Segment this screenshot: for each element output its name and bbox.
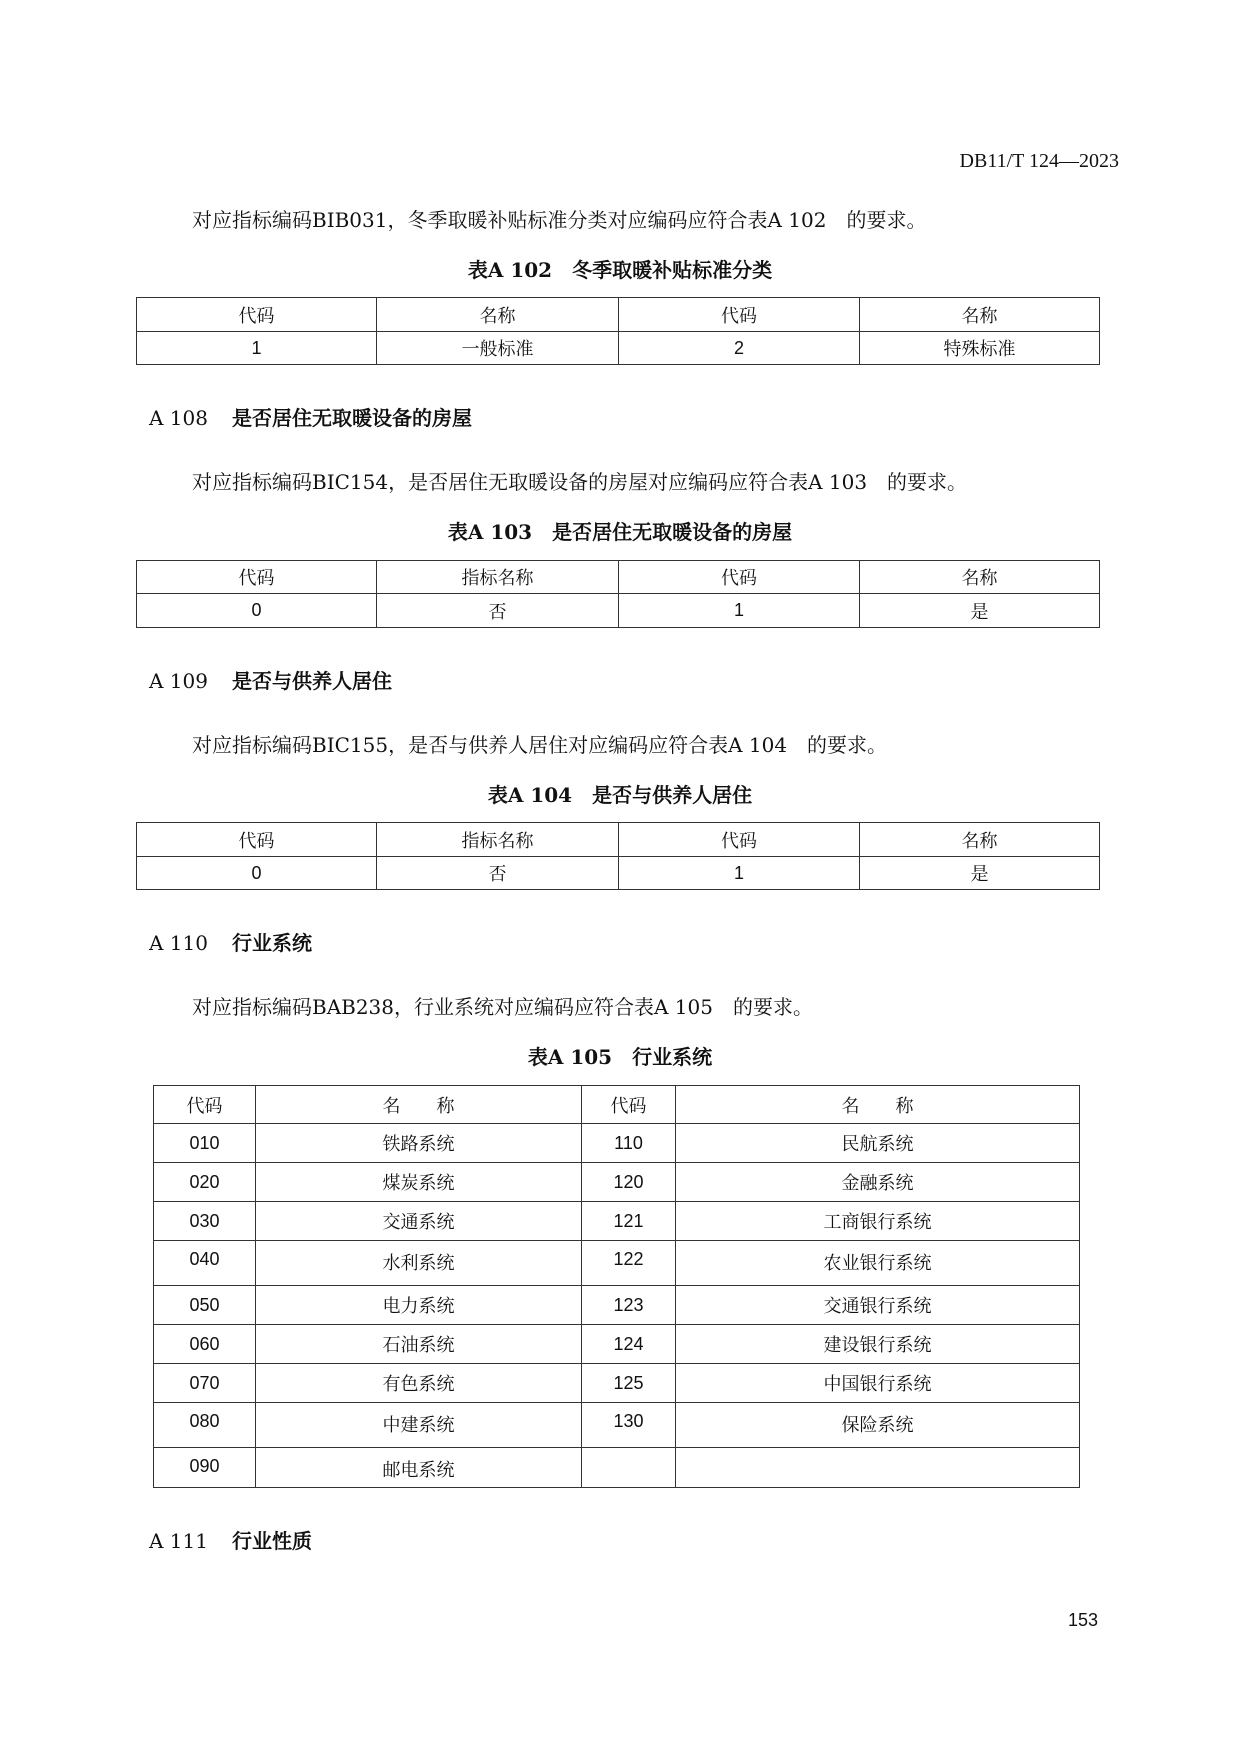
cell: 040: [154, 1241, 256, 1286]
table-a102: [136, 297, 1100, 365]
cell: 交通系统: [256, 1202, 582, 1241]
table-caption: 表A 104 是否与供养人居住: [487, 783, 753, 807]
table-header-row: [154, 1086, 1080, 1124]
cell: 020: [154, 1163, 256, 1202]
table-row: [154, 1163, 1080, 1202]
section-title: 行业性质: [231, 1529, 312, 1553]
cell: 110: [582, 1124, 676, 1163]
table-caption: 表A 102 冬季取暖补贴标准分类: [467, 258, 773, 282]
cell: 080: [154, 1403, 256, 1448]
cell: 090: [154, 1448, 256, 1488]
header-cell: 指标名称: [377, 561, 619, 594]
table-row: [154, 1202, 1080, 1241]
table-caption: 表A 103 是否居住无取暖设备的房屋: [447, 520, 793, 544]
header-cell: 代码: [582, 1086, 676, 1124]
cell: 中建系统: [256, 1403, 582, 1448]
cell: [582, 1448, 676, 1488]
header-cell: 指标名称: [377, 823, 619, 857]
cell: 铁路系统: [256, 1124, 582, 1163]
cell: 农业银行系统: [676, 1241, 1080, 1286]
cell: 是: [860, 594, 1100, 628]
cell: 民航系统: [676, 1124, 1080, 1163]
cell: 1: [137, 332, 377, 365]
cell: 工商银行系统: [676, 1202, 1080, 1241]
cell: 建设银行系统: [676, 1325, 1080, 1364]
section-title: 是否居住无取暖设备的房屋: [231, 406, 472, 430]
table-a104: [136, 822, 1100, 890]
cell: 1: [619, 857, 860, 890]
section-title: 行业系统: [231, 931, 312, 955]
header-cell: 名称: [860, 823, 1100, 857]
cell: 电力系统: [256, 1286, 582, 1325]
cell: [676, 1448, 1080, 1488]
cell: 2: [619, 332, 860, 365]
header-cell: 名称: [377, 298, 619, 332]
cell: 120: [582, 1163, 676, 1202]
cell: 金融系统: [676, 1163, 1080, 1202]
table-row: [154, 1325, 1080, 1364]
table-row: [154, 1241, 1080, 1286]
cell: 一般标准: [377, 332, 619, 365]
table-row: [137, 594, 1100, 628]
table-row: [137, 857, 1100, 890]
paragraph: 对应指标编码BIC155，是否与供养人居住对应编码应符合表A 104 的要求。: [192, 733, 888, 757]
header-cell: 代码: [619, 561, 860, 594]
cell: 否: [377, 857, 619, 890]
paragraph: 对应指标编码BIC154，是否居住无取暖设备的房屋对应编码应符合表A 103 的要求。: [192, 470, 968, 494]
cell: 122: [582, 1241, 676, 1286]
cell: 030: [154, 1202, 256, 1241]
section-number: A 111: [149, 1529, 208, 1553]
cell: 0: [137, 857, 377, 890]
paragraph: 对应指标编码BAB238，行业系统对应编码应符合表A 105 的要求。: [192, 995, 813, 1019]
cell: 煤炭系统: [256, 1163, 582, 1202]
header-cell: 代码: [137, 823, 377, 857]
cell: 石油系统: [256, 1325, 582, 1364]
table-header-row: [137, 561, 1100, 594]
cell: 水利系统: [256, 1241, 582, 1286]
header-cell: 代码: [619, 823, 860, 857]
section-number: A 108: [149, 406, 208, 430]
table-row: [154, 1124, 1080, 1163]
header-cell: 代码: [619, 298, 860, 332]
section-heading: [149, 927, 312, 956]
table-row: [154, 1403, 1080, 1448]
cell: 050: [154, 1286, 256, 1325]
header-cell: 代码: [137, 561, 377, 594]
table-a105: [153, 1085, 1080, 1488]
cell: 中国银行系统: [676, 1364, 1080, 1403]
cell: 123: [582, 1286, 676, 1325]
header-cell: 名称: [860, 298, 1100, 332]
table-row: [137, 332, 1100, 365]
cell: 0: [137, 594, 377, 628]
cell: 121: [582, 1202, 676, 1241]
cell: 交通银行系统: [676, 1286, 1080, 1325]
document-code: DB11/T 124—2023: [959, 150, 1119, 172]
table-caption: 表A 105 行业系统: [527, 1045, 713, 1069]
section-number: A 109: [149, 669, 208, 693]
section-title: 是否与供养人居住: [231, 669, 392, 693]
table-row: [154, 1286, 1080, 1325]
cell: 是: [860, 857, 1100, 890]
section-heading: [149, 1525, 312, 1554]
cell: 特殊标准: [860, 332, 1100, 365]
cell: 070: [154, 1364, 256, 1403]
cell: 邮电系统: [256, 1448, 582, 1488]
cell: 010: [154, 1124, 256, 1163]
header-cell: 代码: [154, 1086, 256, 1124]
page-number: 153: [1068, 1610, 1099, 1630]
table-header-row: [137, 298, 1100, 332]
cell: 保险系统: [676, 1403, 1080, 1448]
section-heading: [149, 402, 472, 431]
table-row: [154, 1448, 1080, 1488]
table-row: [154, 1364, 1080, 1403]
table-header-row: [137, 823, 1100, 857]
cell: 130: [582, 1403, 676, 1448]
cell: 否: [377, 594, 619, 628]
header-cell: 代码: [137, 298, 377, 332]
cell: 125: [582, 1364, 676, 1403]
header-cell: 名 称: [676, 1086, 1080, 1124]
table-a103: [136, 560, 1100, 628]
header-cell: 名称: [860, 561, 1100, 594]
cell: 1: [619, 594, 860, 628]
cell: 有色系统: [256, 1364, 582, 1403]
cell: 060: [154, 1325, 256, 1364]
section-heading: [149, 665, 392, 694]
header-cell: 名 称: [256, 1086, 582, 1124]
cell: 124: [582, 1325, 676, 1364]
section-number: A 110: [149, 931, 208, 955]
paragraph: 对应指标编码BIB031，冬季取暖补贴标准分类对应编码应符合表A 102 的要求。: [192, 208, 927, 232]
